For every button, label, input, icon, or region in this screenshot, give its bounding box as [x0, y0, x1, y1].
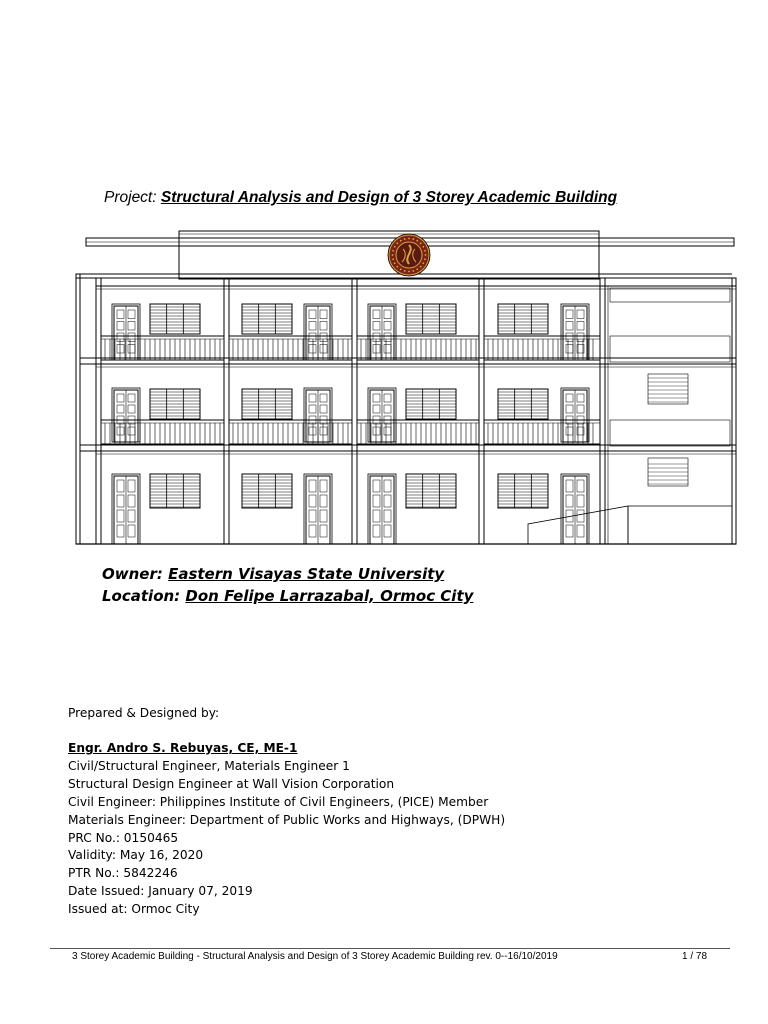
project-label: Project:	[104, 189, 157, 206]
footer-rule	[50, 948, 730, 949]
footer-text: 3 Storey Academic Building - Structural Analysis and Design of 3 Storey Academic Building rev. 0--16/10/2019	[72, 951, 558, 962]
prepared-by-heading: Prepared & Designed by:	[68, 706, 220, 720]
engineer-name: Engr. Andro S. Rebuyas, CE, ME-1	[68, 741, 298, 755]
owner-label: Owner:	[102, 565, 163, 583]
engineer-detail-line: PTR No.: 5842246	[68, 866, 178, 881]
engineer-detail-line: Materials Engineer: Department of Public Works and Highways, (DPWH)	[68, 812, 506, 827]
engineer-detail-line: PRC No.: 0150465	[68, 830, 179, 845]
engineer-detail-line: Structural Design Engineer at Wall Vision Corporation	[68, 776, 395, 791]
engineer-detail-line: Civil/Structural Engineer, Materials Engineer 1	[68, 758, 350, 773]
owner-line	[102, 563, 473, 585]
location-label: Location:	[102, 587, 181, 605]
project-value: Structural Analysis and Design of 3 Storey Academic Building	[160, 189, 618, 206]
engineer-detail-line: Date Issued: January 07, 2019	[68, 884, 253, 899]
engineer-detail-line: Civil Engineer: Philippines Institute of Civil Engineers, (PICE) Member	[68, 794, 489, 809]
university-seal-logo	[388, 234, 430, 276]
engineer-detail-line: Validity: May 16, 2020	[68, 848, 204, 863]
owner-value: Eastern Visayas State University	[168, 565, 445, 583]
engineer-details	[68, 740, 505, 919]
project-title	[104, 189, 617, 207]
location-value: Don Felipe Larrazabal, Ormoc City	[185, 587, 474, 605]
owner-location-block	[102, 563, 473, 607]
page-number: 1 / 78	[682, 951, 708, 962]
building-elevation-drawing	[68, 226, 740, 546]
engineer-detail-line: Issued at: Ormoc City	[68, 902, 200, 917]
location-line	[102, 585, 473, 607]
